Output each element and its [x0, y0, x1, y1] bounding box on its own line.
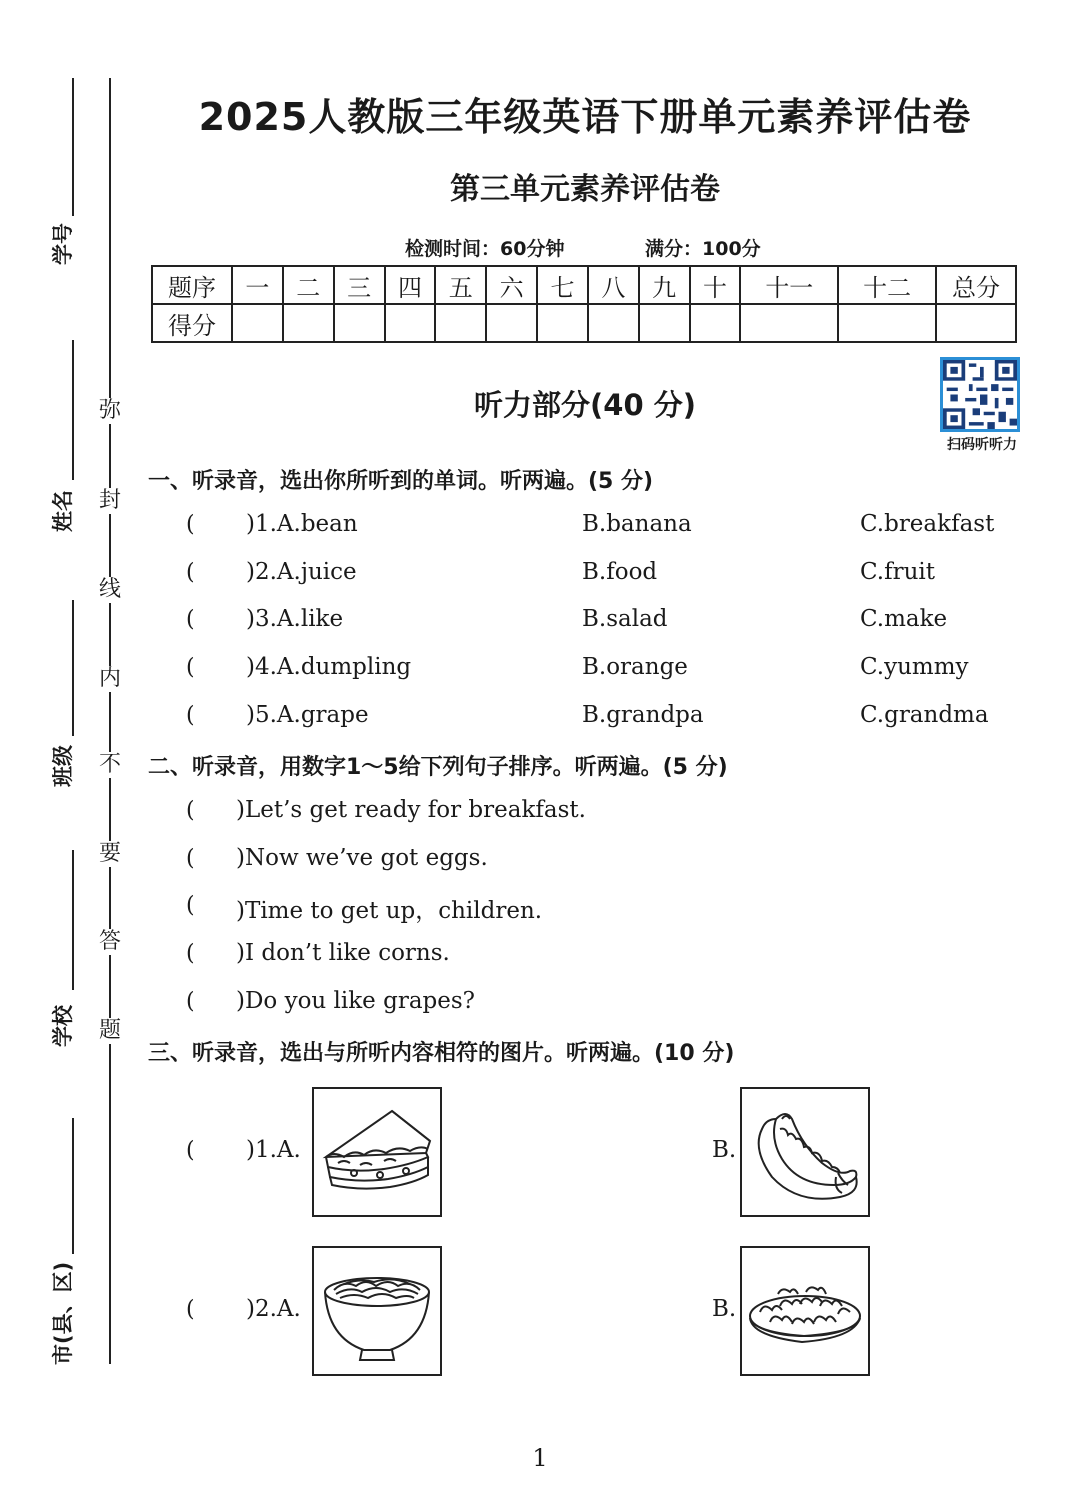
score-cell: 二	[283, 266, 334, 304]
option-a: )4.A.dumpling	[246, 654, 412, 680]
score-input-cell[interactable]	[838, 304, 936, 342]
sentence-text: )Let’s get ready for breakfast.	[236, 797, 586, 823]
score-cell: 五	[435, 266, 486, 304]
score-input-cell[interactable]	[537, 304, 588, 342]
option-b: B.banana	[582, 511, 692, 537]
picture-option-a-label: )2.A.	[246, 1296, 301, 1322]
score-input-cell[interactable]	[740, 304, 838, 342]
hot-dog-picture[interactable]	[740, 1087, 870, 1217]
score-input-cell[interactable]	[588, 304, 639, 342]
score-cell: 十	[690, 266, 741, 304]
score-input-cell[interactable]	[385, 304, 436, 342]
answer-blank[interactable]: (	[186, 989, 195, 1014]
score-cell: 八	[588, 266, 639, 304]
picture-option-a-label: )1.A.	[246, 1137, 301, 1163]
dumplings-picture[interactable]	[740, 1246, 870, 1376]
score-input-cell[interactable]	[486, 304, 537, 342]
seal-char: 内	[98, 666, 121, 691]
answer-blank[interactable]: (	[186, 703, 195, 728]
option-a: )5.A.grape	[246, 702, 369, 728]
seal-char: 答	[98, 929, 121, 954]
score-table-score-row	[152, 304, 1016, 342]
margin-line	[72, 78, 74, 216]
score-cell: 七	[537, 266, 588, 304]
seal-char: 要	[98, 841, 121, 866]
section-2-title: 二、听录音，用数字1～5给下列句子排序。听两遍。(5 分)	[148, 755, 728, 780]
score-cell: 四	[385, 266, 436, 304]
class-label: 班级	[51, 745, 75, 787]
seal-char: 线	[98, 577, 121, 602]
option-a: )2.A.juice	[246, 559, 357, 585]
student-id-label: 学号	[51, 223, 75, 265]
margin-line	[72, 850, 74, 990]
score-input-cell[interactable]	[639, 304, 690, 342]
score-cell: 总分	[936, 266, 1016, 304]
section-3-title: 三、听录音，选出与所听内容相符的图片。听两遍。(10 分)	[148, 1041, 735, 1066]
option-b: B.grandpa	[582, 702, 704, 728]
score-cell: 题序	[152, 266, 232, 304]
option-b: B.orange	[582, 654, 688, 680]
score-table	[151, 265, 1017, 343]
seal-char: 封	[98, 488, 121, 513]
picture-option-b-label: B.	[712, 1137, 737, 1163]
score-input-cell[interactable]	[435, 304, 486, 342]
exam-title: 2025人教版三年级英语下册单元素养评估卷	[198, 95, 972, 139]
section-1-title: 一、听录音，选出你所听到的单词。听两遍。(5 分)	[148, 469, 654, 494]
district-label: 市(县、区)	[51, 1261, 75, 1365]
listening-part-title: 听力部分(40 分)	[474, 388, 696, 422]
answer-blank[interactable]: (	[186, 893, 195, 918]
option-a: )1.A.bean	[246, 511, 358, 537]
score-input-cell[interactable]	[232, 304, 283, 342]
school-label: 学校	[51, 1005, 75, 1047]
score-cell: 十二	[838, 266, 936, 304]
sentence-text: )Now we’ve got eggs.	[236, 845, 488, 871]
option-b: B.salad	[582, 606, 668, 632]
qr-label: 扫码听听力	[947, 437, 1017, 453]
answer-blank[interactable]: (	[186, 846, 195, 871]
page-number: 1	[532, 1444, 548, 1472]
option-c: C.grandma	[860, 702, 989, 728]
option-c: C.yummy	[860, 654, 969, 680]
margin-line	[72, 340, 74, 480]
sentence-text: )Time to get up，children.	[236, 898, 543, 924]
seal-char: 弥	[98, 398, 121, 423]
picture-option-b-label: B.	[712, 1296, 737, 1322]
option-a: )3.A.like	[246, 606, 344, 632]
score-row-label: 得分	[152, 304, 232, 342]
answer-blank[interactable]: (	[186, 1297, 195, 1322]
full-score: 满分：100分	[645, 238, 761, 260]
answer-blank[interactable]: (	[186, 560, 195, 585]
exam-time: 检测时间：60分钟	[405, 238, 565, 260]
score-table-header-row	[152, 266, 1016, 304]
seal-line	[109, 78, 111, 1364]
noodles-picture[interactable]	[312, 1246, 442, 1376]
seal-char: 题	[98, 1018, 121, 1043]
score-input-cell[interactable]	[334, 304, 385, 342]
score-cell: 一	[232, 266, 283, 304]
option-c: C.make	[860, 606, 948, 632]
option-c: C.breakfast	[860, 511, 995, 537]
answer-blank[interactable]: (	[186, 655, 195, 680]
score-input-cell[interactable]	[690, 304, 741, 342]
score-cell: 三	[334, 266, 385, 304]
score-cell: 九	[639, 266, 690, 304]
score-cell: 十一	[740, 266, 838, 304]
answer-blank[interactable]: (	[186, 512, 195, 537]
seal-char: 不	[98, 752, 121, 777]
answer-blank[interactable]: (	[186, 941, 195, 966]
option-c: C.fruit	[860, 559, 936, 585]
sandwich-picture[interactable]	[312, 1087, 442, 1217]
answer-blank[interactable]: (	[186, 798, 195, 823]
answer-blank[interactable]: (	[186, 607, 195, 632]
option-b: B.food	[582, 559, 658, 585]
name-label: 姓名	[51, 490, 75, 532]
score-input-cell[interactable]	[936, 304, 1016, 342]
sentence-text: )Do you like grapes?	[236, 988, 476, 1014]
margin-line	[72, 600, 74, 736]
answer-blank[interactable]: (	[186, 1138, 195, 1163]
score-input-cell[interactable]	[283, 304, 334, 342]
margin-line	[72, 1118, 74, 1254]
unit-subtitle: 第三单元素养评估卷	[450, 172, 720, 207]
score-cell: 六	[486, 266, 537, 304]
sentence-text: )I don’t like corns.	[236, 940, 450, 966]
